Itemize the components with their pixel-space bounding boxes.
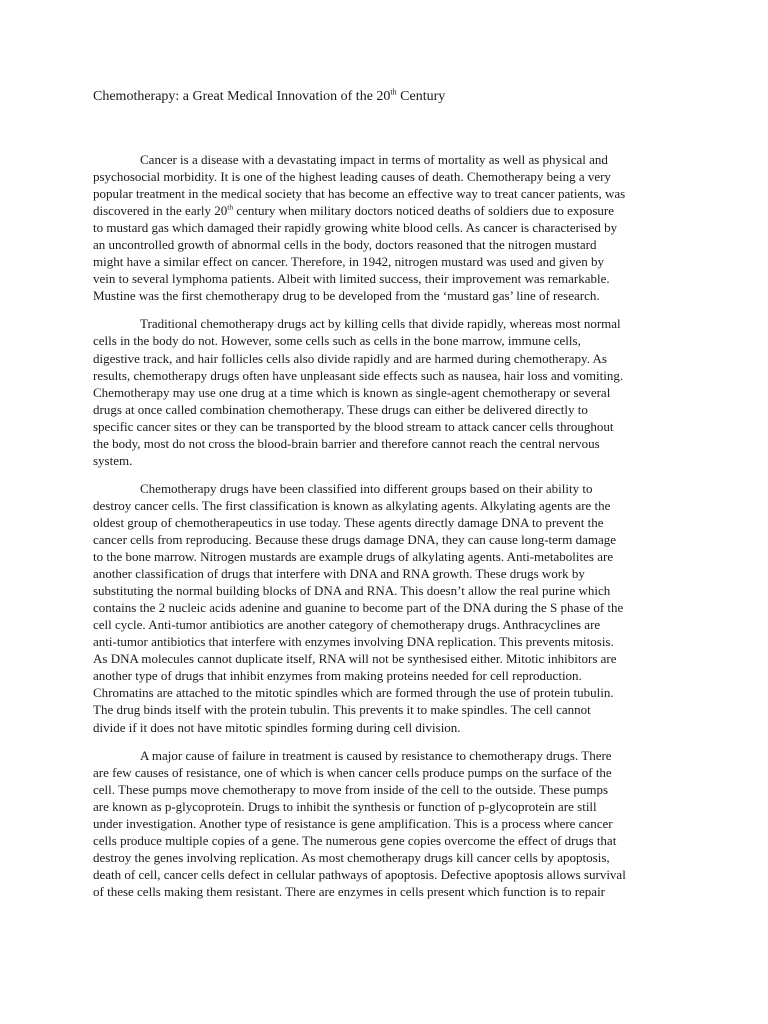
paragraph-2: Traditional chemotherapy drugs act by killing cells that divide rapidly, whereas most normal cells in the body do not. However, some cells such as cells in the bone marrow, immune cells, digestive track, and hair follicles cells also divide rapidly and are harmed during chemotherapy. As results, chemotherapy drugs often have unpleasant side effects such as nausea, hair loss and vomiting. Chemotherapy may use one drug at a time which is known as single-agent chemotherapy or several drugs at once called combination chemotherapy. These drugs can either be delivered directly to specific cancer sites or they can be transported by the blood stream to attack cancer cells throughout the body, most do not cross the blood-brain barrier and therefore cannot reach the central nervous system. (93, 316, 624, 468)
paragraph-1-part-a: Cancer is a disease with a devastating impact in terms of mortality as well as physical and psychosocial morbidity. It is one of the highest leading causes of death. Chemotherapy being a very popular treatment in the medical society that has become an effective way to treat cancer patients, was discovered in the early 20 (93, 152, 626, 219)
document-body (93, 151, 667, 911)
page-title (93, 88, 693, 106)
paragraph-4: A major cause of failure in treatment is caused by resistance to chemotherapy drugs. There are few causes of resistance, one of which is when cancer cells produce pumps on the surface of the cell. These pumps move chemotherapy to move from inside of the cell to the outside. These pumps are known as p-glycoprotein. Drugs to inhibit the synthesis or function of p-glycoprotein are still under investigation. Another type of resistance is gene amplification. This is a process where cancer cells produce multiple copies of a gene. The numerous gene copies overcome the effect of drugs that destroy the genes involving replication. As most chemotherapy drugs kill cancer cells by apoptosis, death of cell, cancer cells defect in cellular pathways of apoptosis. Defective apoptosis allows survival of these cells making them resistant. There are enzymes in cells present which function is to repair (93, 747, 626, 899)
title-superscript: th (390, 87, 397, 97)
paragraph-1 (93, 151, 667, 304)
paragraph-3: Chemotherapy drugs have been classified into different groups based on their ability to destroy cancer cells. The first classification is known as alkylating agents. Alkylating agents are the oldest group of chemotherapeutics in use today. These agents directly damage DNA to prevent the cancer cells from reproducing. Because these drugs damage DNA, they can cause long-term damage to the bone marrow. Nitrogen mustards are example drugs of alkylating agents. Anti-metabolites are another classification of drugs that interfere with DNA and RNA growth. These drugs work by substituting the normal building blocks of DNA and RNA. This doesn’t allow the real purine which contains the 2 nucleic acids adenine and guanine to become part of the DNA during the S phase of the cell cycle. Anti-tumor antibiotics are another category of chemotherapy drugs. Anthracyclines are anti-tumor antibiotics that interfere with enzymes involving DNA replication. This prevents mitosis. As DNA molecules cannot duplicate itself, RNA will not be synthesised either. Mitotic inhibitors are another type of drugs that inhibit enzymes from making proteins needed for cell reproduction. Chromatins are attached to the mitotic spindles which are formed through the use of protein tubulin. The drug binds itself with the protein tubulin. This prevents it to make spindles. The cell cannot divide if it does not have mitotic spindles forming during cell division. (93, 480, 624, 735)
title-main-text: Chemotherapy: a Great Medical Innovation of the 20 (93, 89, 391, 104)
paragraph-1-part-b: century when military doctors noticed deaths of soldiers due to exposure to mustard gas which damaged their rapidly growing white blood cells. As cancer is characterised by an uncontrolled growth of abnormal cells in the body, doctors reasoned that the nitrogen mustard might have a similar effect on cancer. Therefore, in 1942, nitrogen mustard was used and given by vein to several lymphoma patients. Albeit with limited success, their improvement was remarkable. Mustine was the first chemotherapy drug to be developed from the ‘mustard gas’ line of research. (93, 203, 618, 304)
title-end-text: Century (396, 89, 446, 104)
paragraph-1-superscript: th (227, 202, 234, 212)
